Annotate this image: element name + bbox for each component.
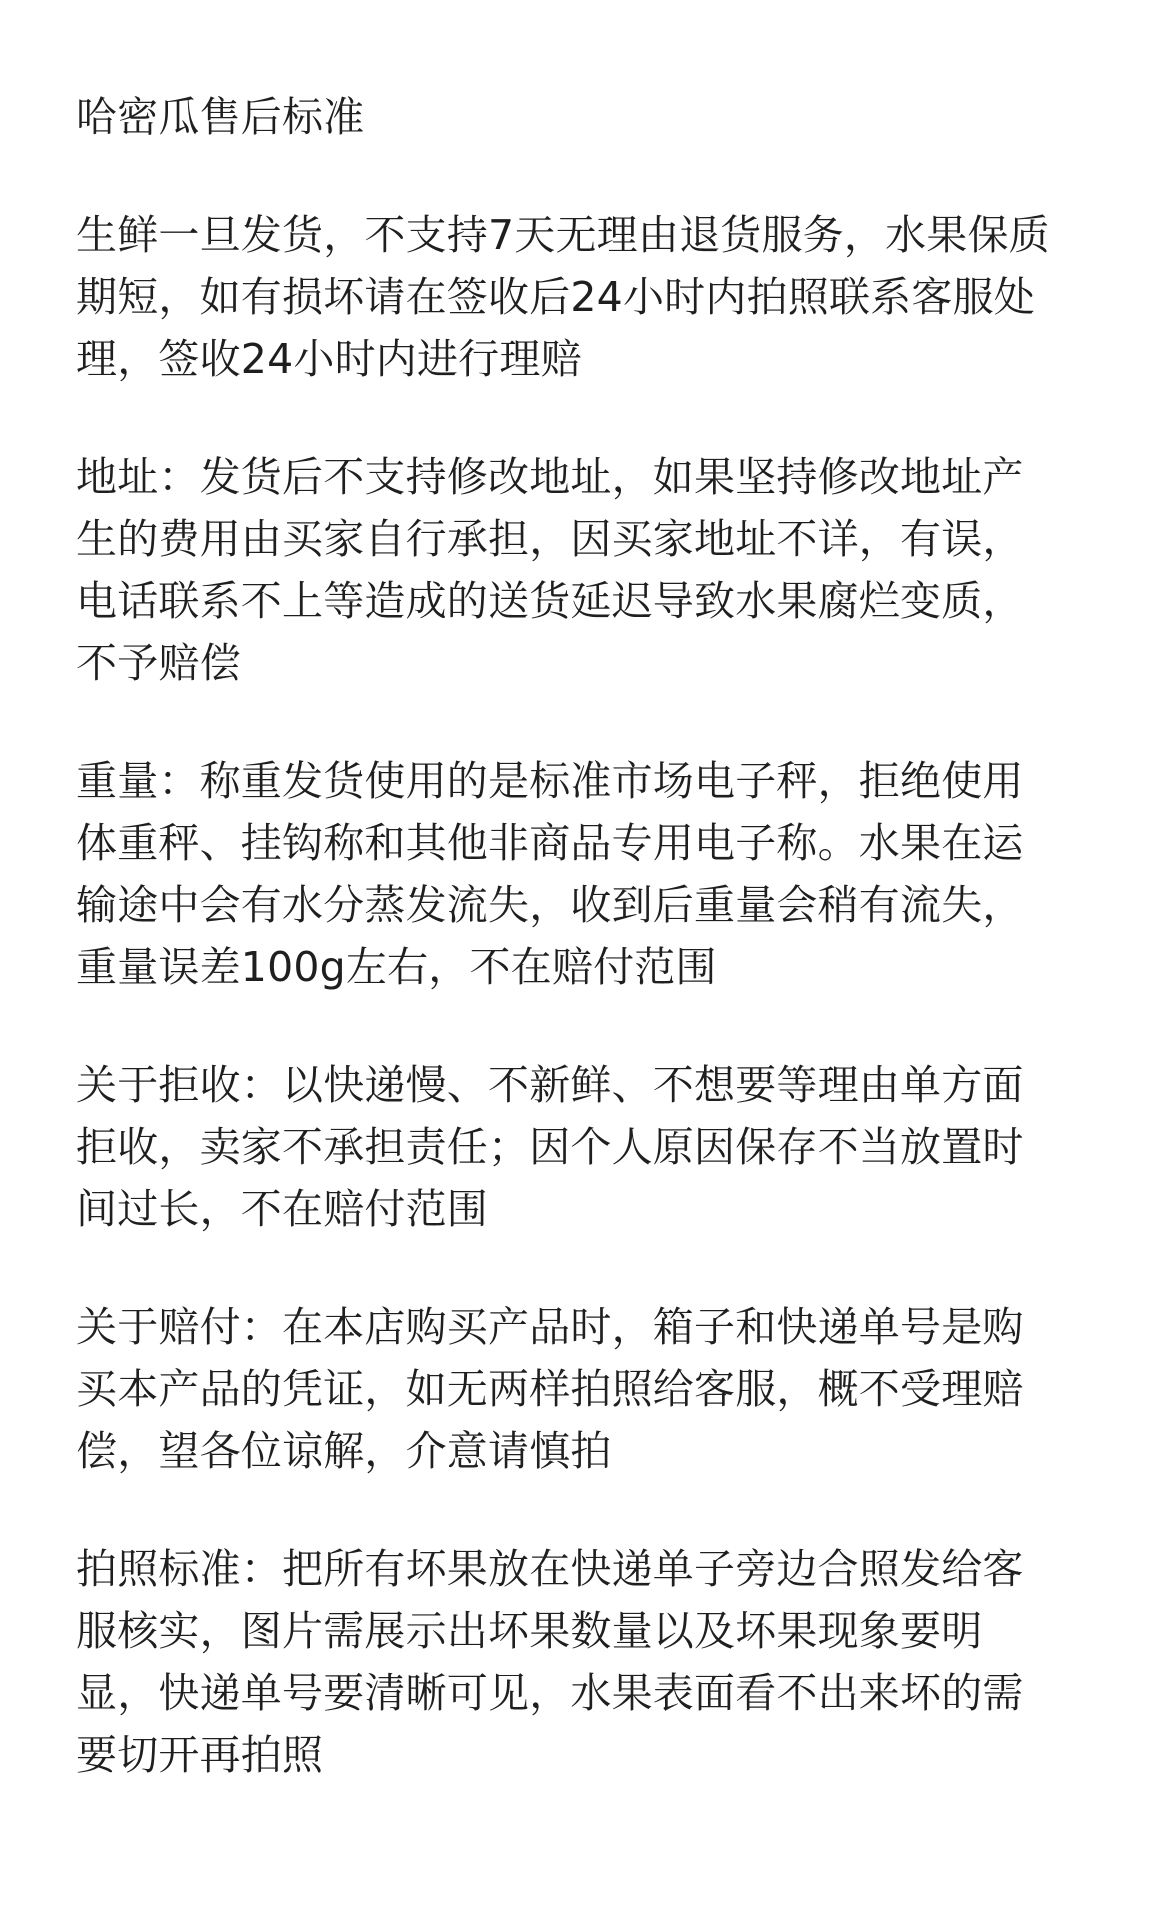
section-photo-standard [76, 1538, 1096, 1786]
text-line: 偿，望各位谅解，介意请慎拍 [76, 1427, 612, 1475]
text-line: 显，快递单号要清晰可见，水果表面看不出来坏的需 [76, 1669, 1024, 1717]
section-compensation [76, 1296, 1096, 1482]
text-line: 买本产品的凭证，如无两样拍照给客服，概不受理赔 [76, 1365, 1024, 1413]
text-line: 重量误差100g左右，不在赔付范围 [76, 943, 717, 991]
text-line: 理，签收24小时内进行理赔 [76, 335, 582, 383]
section-weight [76, 750, 1096, 998]
text-line: 地址：发货后不支持修改地址，如果坚持修改地址产 [76, 453, 1024, 501]
document-body [76, 86, 1096, 1786]
text-line: 输途中会有水分蒸发流失，收到后重量会稍有流失， [76, 881, 1024, 929]
text-line: 关于赔付：在本店购买产品时，箱子和快递单号是购 [76, 1303, 1024, 1351]
text-line: 重量：称重发货使用的是标准市场电子秤，拒绝使用 [76, 757, 1024, 805]
text-line: 关于拒收：以快递慢、不新鲜、不想要等理由单方面 [76, 1061, 1024, 1109]
section-shipping-policy [76, 204, 1096, 390]
text-line: 不予赔偿 [76, 639, 241, 687]
text-line: 电话联系不上等造成的送货延迟导致水果腐烂变质， [76, 577, 1024, 625]
section-refusal [76, 1054, 1096, 1240]
text-line: 拒收，卖家不承担责任；因个人原因保存不当放置时 [76, 1123, 1024, 1171]
text-line: 服核实，图片需展示出坏果数量以及坏果现象要明 [76, 1607, 983, 1655]
section-address [76, 446, 1096, 694]
page-title: 哈密瓜售后标准 [76, 93, 365, 141]
text-line: 期短，如有损坏请在签收后24小时内拍照联系客服处 [76, 273, 1035, 321]
text-line: 拍照标准：把所有坏果放在快递单子旁边合照发给客 [76, 1545, 1024, 1593]
text-line: 生的费用由买家自行承担，因买家地址不详，有误， [76, 515, 1024, 563]
text-line: 体重秤、挂钩称和其他非商品专用电子称。水果在运 [76, 819, 1024, 867]
text-line: 间过长，不在赔付范围 [76, 1185, 488, 1233]
text-line: 要切开再拍照 [76, 1731, 324, 1779]
text-line: 生鲜一旦发货，不支持7天无理由退货服务，水果保质 [76, 211, 1050, 259]
